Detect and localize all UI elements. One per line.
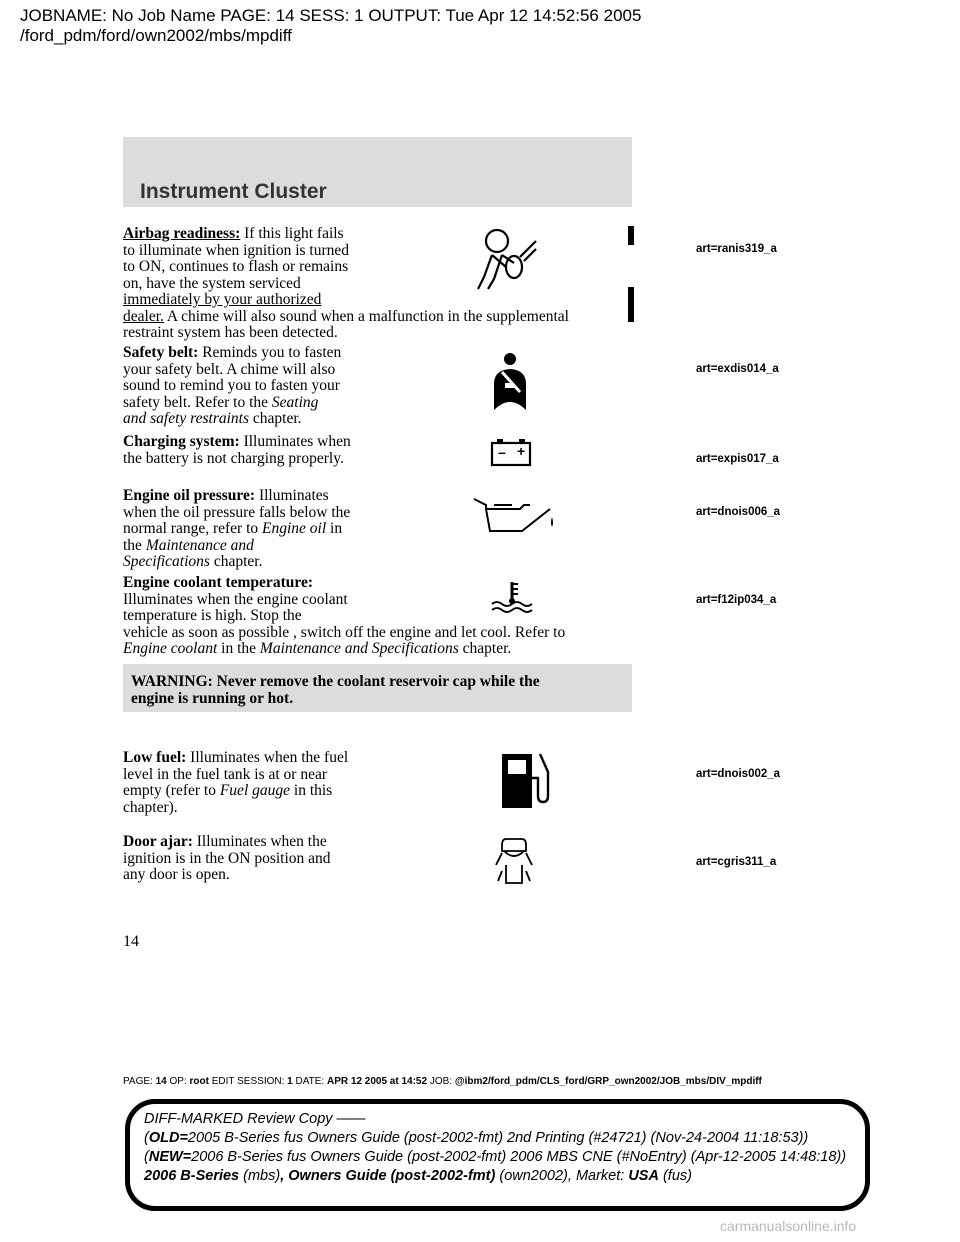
battery-icon (490, 437, 532, 467)
oil-line3b: Engine oil (262, 520, 327, 537)
diff-model: 2006 B-Series (144, 1168, 240, 1184)
coolant-line2: Illuminates when the engine coolant (123, 590, 348, 608)
diff-review-text (144, 1110, 846, 1186)
door-entry (123, 834, 331, 884)
seatbelt-line3: sound to remind you to fasten your (123, 377, 340, 394)
warning-text (131, 673, 540, 707)
warning-line2: engine is running or hot. (131, 690, 294, 707)
seatbelt-line5a: and safety restraints (123, 410, 250, 427)
diff-line1: DIFF-MARKED Review Copy —— (144, 1111, 366, 1127)
diff-market-label: , Market: (567, 1168, 629, 1184)
diff-guide: , Owners Guide (post-2002-fmt) (280, 1168, 496, 1184)
airbag-text: If this light fails (240, 225, 344, 242)
oil-line3c: in (326, 520, 343, 537)
job-header (20, 6, 641, 46)
charging-entry (123, 434, 351, 467)
art-label: art=ranis319_a (696, 243, 777, 255)
diff-new-text: 2006 B-Series fus Owners Guide (post-2002-fmt) 2006 MBS CNE (#NoEntry) (Apr-12-2005 14:48:18)) (191, 1149, 847, 1165)
coolant-line5a: Engine coolant (123, 640, 218, 657)
footer-info (123, 1076, 762, 1087)
door-line2: ignition is in the ON position and (123, 849, 331, 867)
oil-can-icon (472, 495, 558, 535)
oil-line5a: Specifications (123, 553, 210, 570)
seatbelt-line5b: chapter. (249, 410, 302, 427)
seatbelt-icon (488, 352, 532, 412)
footer-edit-value: 1 (287, 1076, 293, 1087)
charging-text: Illuminates when (239, 433, 351, 450)
diff-market-code: (fus) (658, 1168, 692, 1184)
seatbelt-line4a: safety belt. Refer to the (123, 393, 272, 411)
airbag-line2: to illuminate when ignition is turned (123, 241, 350, 259)
airbag-line5: immediately by your authorized (123, 291, 322, 308)
charging-line2: the battery is not charging properly. (123, 449, 344, 467)
art-label: art=expis017_a (696, 453, 779, 465)
diff-market: USA (628, 1168, 659, 1184)
coolant-line5c: Maintenance and Specifications (259, 640, 459, 657)
warning-line1: WARNING: Never remove the coolant reservoir cap while the (131, 673, 540, 690)
door-text: Illuminates when the (192, 833, 327, 850)
door-term: Door ajar: (123, 833, 193, 850)
fuel-line4: chapter). (123, 798, 178, 816)
section-title: Instrument Cluster (140, 180, 327, 203)
airbag-line3: to ON, continues to flash or remains (123, 258, 349, 275)
airbag-icon (474, 227, 538, 291)
change-bar (628, 226, 634, 245)
footer-job-label: JOB: (427, 1076, 455, 1087)
footer-job-value: @ibm2/ford_pdm/CLS_ford/GRP_own2002/JOB_mbs/DIV_mpdiff (454, 1076, 762, 1087)
fuel-line2: level in the fuel tank is at or near (123, 765, 328, 783)
oil-line4a: the (123, 536, 146, 554)
coolant-line5b: in the (217, 640, 260, 657)
diff-guide-code: (own2002) (495, 1168, 568, 1184)
airbag-line4: on, have the system serviced (123, 274, 301, 292)
door-line3: any door is open. (123, 866, 230, 883)
oil-line2: when the oil pressure falls below the (123, 503, 351, 521)
diff-line2-open: ( (144, 1130, 149, 1146)
change-bar (628, 287, 634, 322)
oil-text: Illuminates (255, 487, 329, 504)
fuel-term: Low fuel: (123, 749, 187, 766)
footer-page-label: PAGE: (123, 1076, 156, 1087)
battery-plus: + (517, 443, 526, 459)
door-ajar-icon (494, 837, 534, 887)
art-label: art=dnois002_a (696, 768, 781, 780)
footer-date-label: DATE: (292, 1076, 327, 1087)
watermark: carmanualsonline.info (720, 1218, 857, 1234)
charging-term: Charging system: (123, 433, 240, 450)
fuel-pump-icon (500, 748, 552, 810)
airbag-line6a: dealer. (123, 307, 164, 325)
diff-new-label: NEW= (148, 1149, 192, 1165)
seatbelt-entry (123, 345, 341, 428)
art-label: art=dnois006_a (696, 506, 781, 518)
airbag-term: Airbag readiness: (123, 225, 241, 242)
coolant-term: Engine coolant temperature: (123, 574, 313, 591)
seatbelt-term: Safety belt: (123, 344, 199, 361)
oil-line5b: chapter. (209, 553, 263, 570)
footer-op-label: OP: (166, 1076, 190, 1087)
airbag-line6b: A chime will also sound when a malfunction in the supplemental (163, 307, 569, 325)
battery-minus: – (498, 444, 506, 460)
footer-date-value: APR 12 2005 at 14:52 (326, 1076, 428, 1087)
footer-edit-label: EDIT SESSION: (208, 1076, 288, 1087)
fuel-text: Illuminates when the fuel (186, 749, 349, 766)
art-label: art=cgris311_a (696, 856, 777, 868)
job-header-line1: JOBNAME: No Job Name PAGE: 14 SESS: 1 OUTPUT: Tue Apr 12 14:52:56 2005 (20, 6, 642, 25)
oil-line4b: Maintenance and (145, 536, 254, 554)
footer-op-value: root (189, 1076, 209, 1087)
diff-model-code: (mbs) (239, 1168, 281, 1184)
fuel-line3c: in this (290, 782, 333, 799)
coolant-temp-icon (490, 580, 534, 614)
seatbelt-line4b: Seating (271, 393, 319, 411)
art-label: art=f12ip034_a (696, 594, 777, 606)
oil-entry (123, 488, 350, 571)
seatbelt-text: Reminds you to fasten (198, 344, 342, 361)
oil-line3a: normal range, refer to (123, 520, 263, 537)
seatbelt-line2: your safety belt. A chime will also (123, 360, 336, 378)
diff-old-label: OLD= (148, 1130, 188, 1146)
fuel-line3a: empty (refer to (123, 782, 220, 799)
coolant-line5d: chapter. (458, 640, 512, 657)
job-header-line2: /ford_pdm/ford/own2002/mbs/mpdiff (20, 26, 292, 45)
fuel-line3b: Fuel gauge (219, 782, 291, 799)
coolant-line4: vehicle as soon as possible , switch off the engine and let cool. Refer to (123, 623, 566, 641)
airbag-line7: restraint system has been detected. (123, 324, 338, 341)
oil-term: Engine oil pressure: (123, 487, 256, 504)
art-label: art=exdis014_a (696, 363, 779, 375)
coolant-line3: temperature is high. Stop the (123, 607, 302, 624)
footer-page-value: 14 (155, 1076, 167, 1087)
fuel-entry (123, 750, 348, 816)
page-number: 14 (123, 933, 139, 950)
diff-old-text: 2005 B-Series fus Owners Guide (post-2002-fmt) 2nd Printing (#24721) (Nov-24-2004 11:18:53)) (187, 1130, 809, 1146)
diff-line3-open: ( (144, 1149, 149, 1165)
